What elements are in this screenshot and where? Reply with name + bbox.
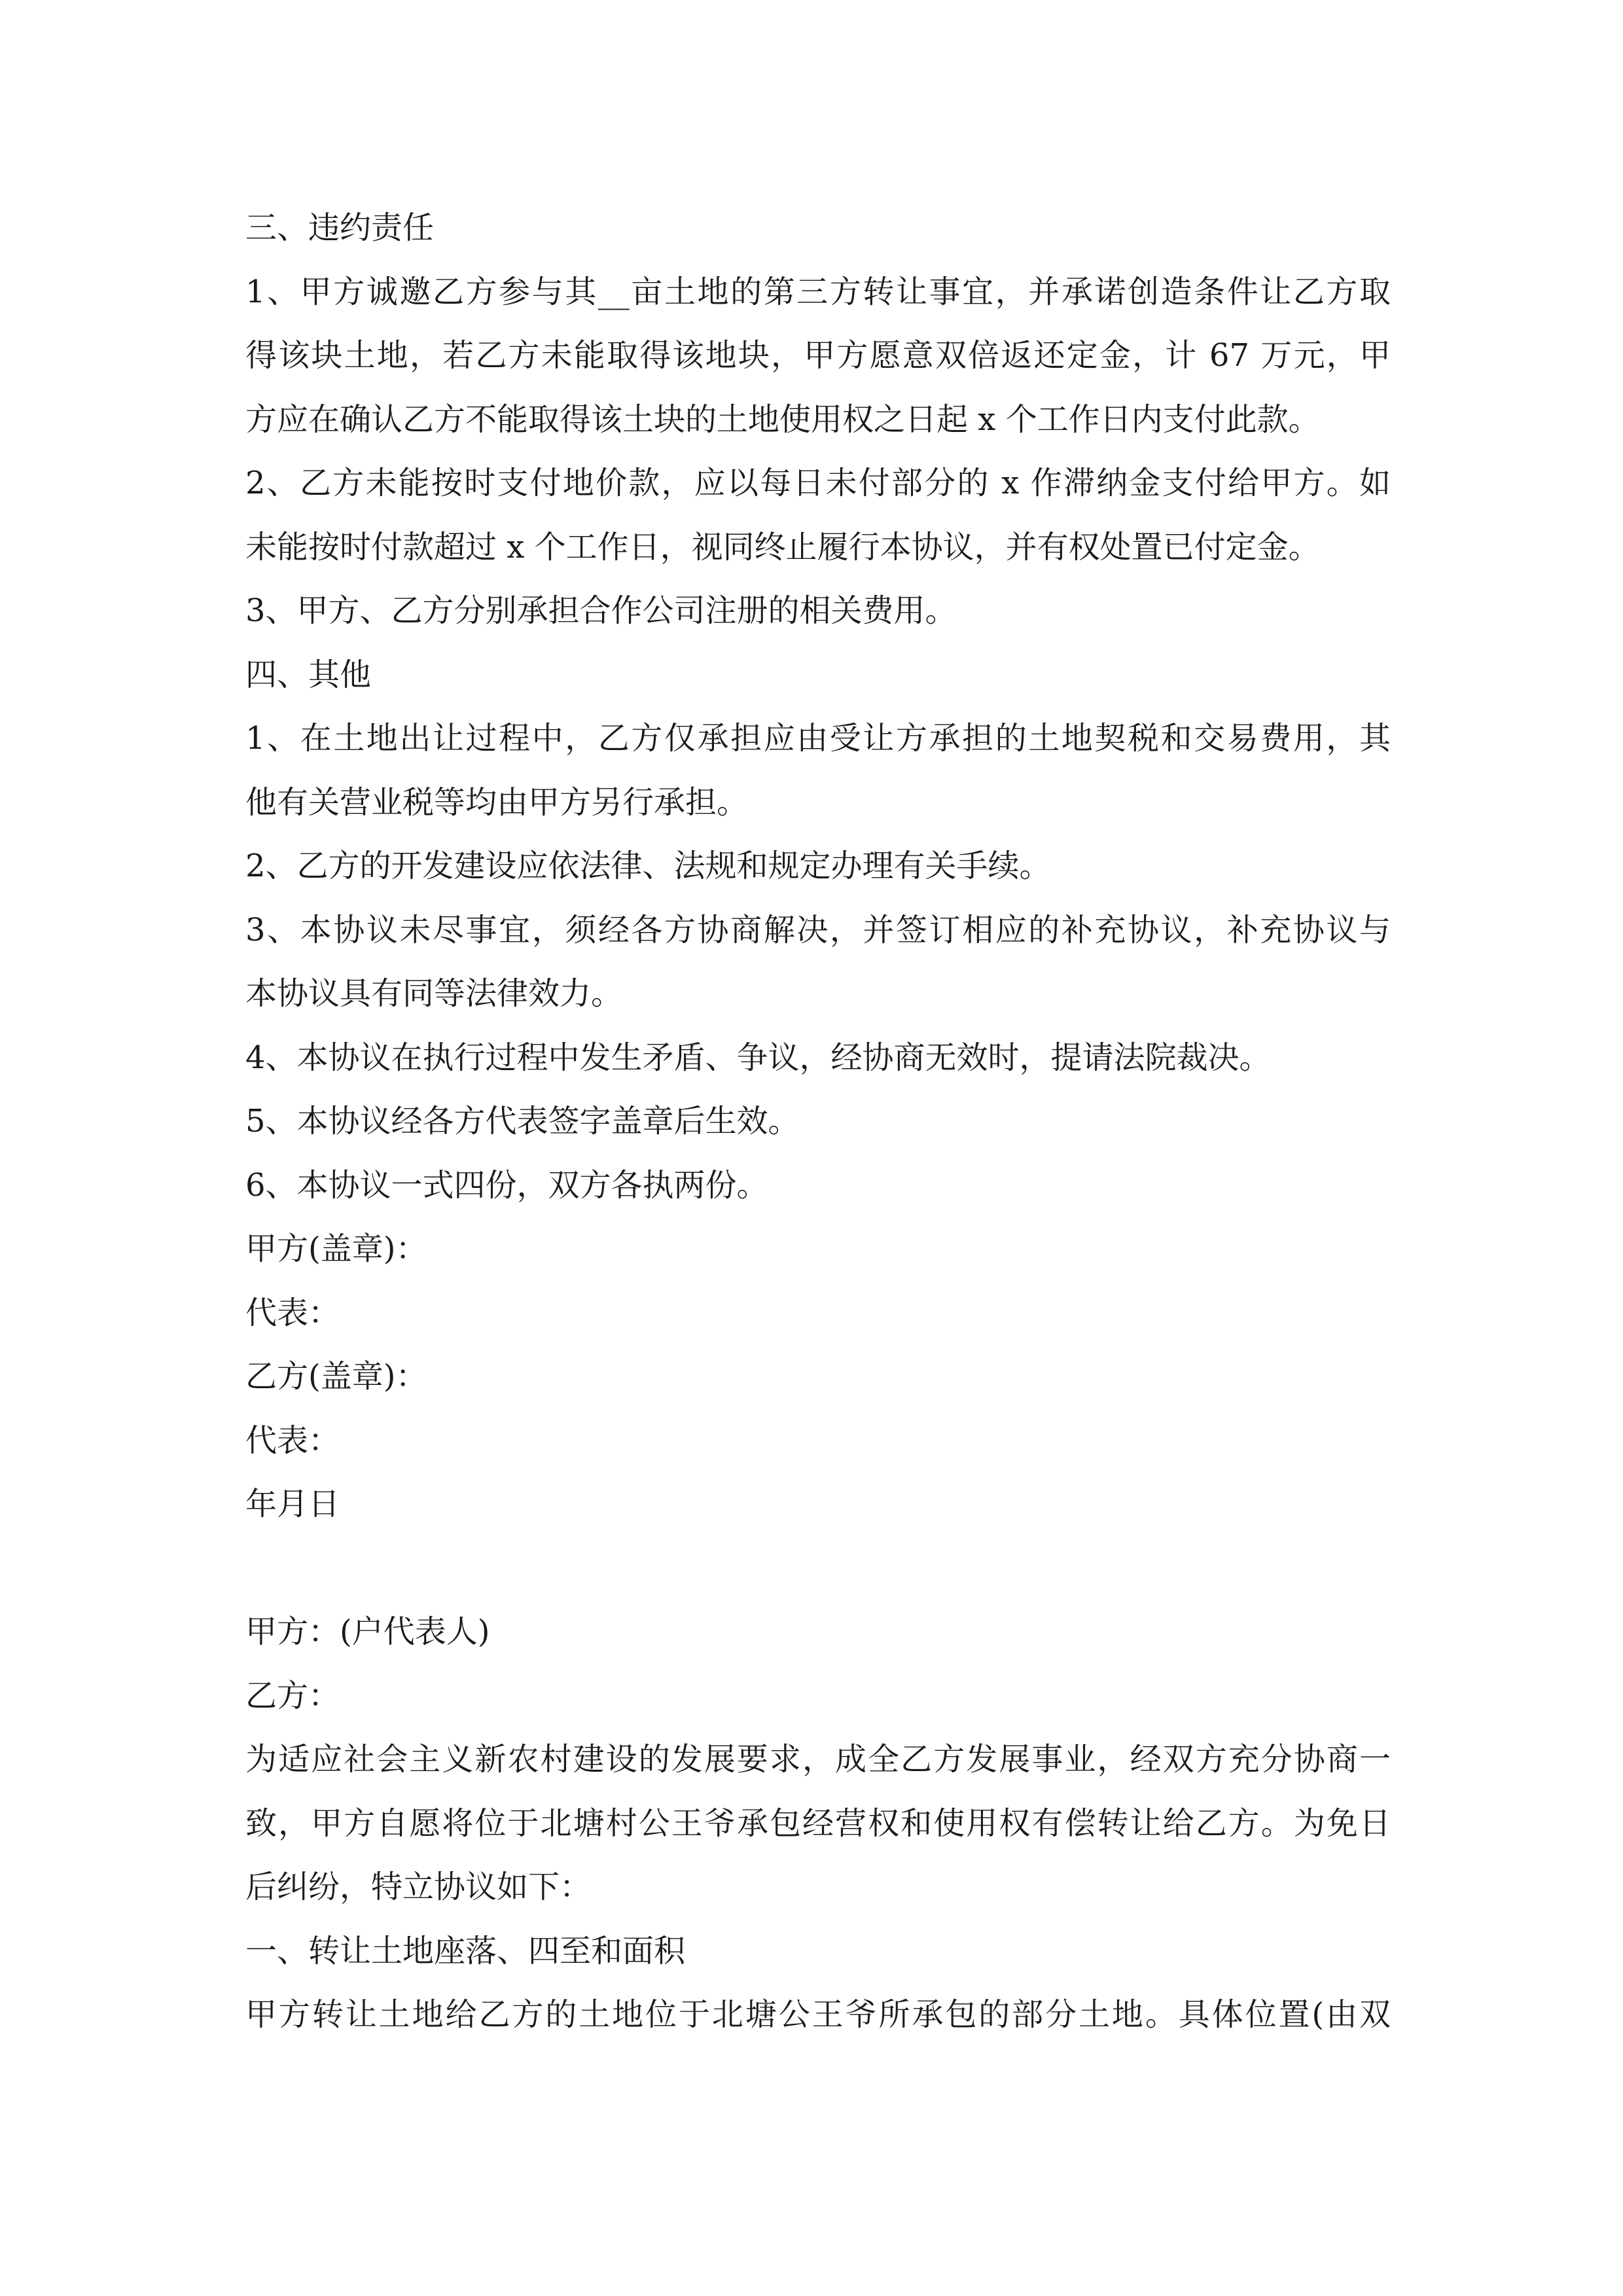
paragraph-line: 未能按时付款超过 x 个工作日，视同终止履行本协议，并有权处置已付定金。 bbox=[245, 528, 1320, 565]
paragraph-line: 甲方转让土地给乙方的土地位于北塘公王爷所承包的部分土地。具体位置(由双 bbox=[245, 1996, 1391, 2033]
paragraph-line: 致，甲方自愿将位于北塘村公王爷承包经营权和使用权有偿转让给乙方。为免日 bbox=[245, 1804, 1391, 1842]
paragraph-line: 3、甲方、乙方分别承担合作公司注册的相关费用。 bbox=[245, 592, 957, 629]
party-b-line: 乙方： bbox=[245, 1677, 340, 1714]
section-heading-other: 四、其他 bbox=[245, 656, 372, 693]
signature-party-b-representative: 代表： bbox=[245, 1422, 340, 1459]
paragraph-line: 3、本协议未尽事宜，须经各方协商解决，并签订相应的补充协议，补充协议与 bbox=[245, 911, 1391, 948]
signature-date: 年月日 bbox=[245, 1486, 340, 1522]
paragraph-line: 1、甲方诚邀乙方参与其__亩土地的第三方转让事宜，并承诺创造条件让乙方取 bbox=[245, 273, 1391, 310]
paragraph-line: 4、本协议在执行过程中发生矛盾、争议，经协商无效时，提请法院裁决。 bbox=[245, 1039, 1271, 1076]
paragraph-line: 1、在土地出让过程中，乙方仅承担应由受让方承担的土地契税和交易费用，其 bbox=[245, 720, 1391, 757]
section-heading-breach-liability: 三、违约责任 bbox=[245, 209, 435, 246]
signature-party-b-seal: 乙方(盖章)： bbox=[245, 1358, 427, 1395]
paragraph-line: 2、乙方未能按时支付地价款，应以每日未付部分的 x 作滞纳金支付给甲方。如 bbox=[245, 465, 1391, 501]
paragraph-line: 后纠纷，特立协议如下： bbox=[245, 1869, 592, 1905]
signature-party-a-seal: 甲方(盖章)： bbox=[245, 1230, 427, 1267]
paragraph-line: 2、乙方的开发建设应依法律、法规和规定办理有关手续。 bbox=[245, 848, 1051, 884]
paragraph-line: 他有关营业税等均由甲方另行承担。 bbox=[245, 783, 749, 821]
paragraph-line: 5、本协议经各方代表签字盖章后生效。 bbox=[245, 1103, 800, 1139]
paragraph-line: 本协议具有同等法律效力。 bbox=[245, 975, 623, 1012]
section-gap bbox=[245, 1537, 1391, 1601]
paragraph-line: 得该块土地，若乙方未能取得该地块，甲方愿意双倍返还定金，计 67 万元，甲 bbox=[245, 337, 1391, 374]
party-a-line: 甲方：(户代表人) bbox=[245, 1613, 490, 1650]
paragraph-line: 为适应社会主义新农村建设的发展要求，成全乙方发展事业，经双方充分协商一 bbox=[245, 1741, 1391, 1778]
paragraph-line: 6、本协议一式四份，双方各执两份。 bbox=[245, 1166, 768, 1204]
document-body bbox=[245, 196, 1391, 2047]
section-heading-land-location: 一、转让土地座落、四至和面积 bbox=[245, 1932, 686, 1969]
paragraph-line: 方应在确认乙方不能取得该土块的土地使用权之日起 x 个工作日内支付此款。 bbox=[245, 401, 1320, 438]
signature-party-a-representative: 代表： bbox=[245, 1294, 340, 1331]
